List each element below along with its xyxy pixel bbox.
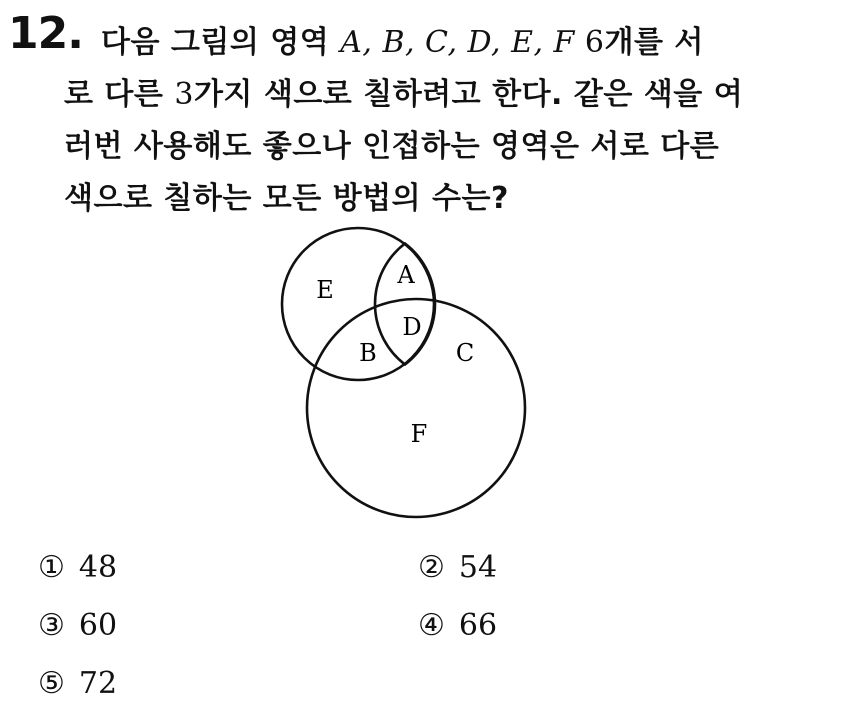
question-stem: [64, 17, 824, 225]
region-label-a: A: [397, 261, 415, 289]
choice-2-marker: ②: [418, 550, 445, 585]
choice-4[interactable]: [418, 606, 497, 646]
choice-1-value: 48: [78, 550, 118, 585]
choice-5-value: 72: [78, 666, 118, 701]
stem-line-2-post: 가지 색으로 칠하려고 한다. 같은 색을 여: [193, 77, 744, 112]
venn-diagram: [270, 222, 540, 522]
choice-3-value: 60: [78, 608, 118, 643]
stem-region-list: A, B, C, D, E, F: [340, 25, 575, 60]
stem-line-2: [64, 69, 824, 121]
choice-3-marker: ③: [38, 608, 65, 643]
choice-1-marker: ①: [38, 550, 65, 585]
stem-color-count: 3: [174, 77, 194, 112]
choice-3[interactable]: [38, 606, 117, 646]
region-label-e: E: [316, 276, 334, 304]
region-label-b: B: [359, 339, 377, 367]
stem-line-1-pre: 다음 그림의 영역: [101, 25, 341, 60]
choice-4-value: 66: [458, 608, 498, 643]
stem-line-4: 색으로 칠하는 모든 방법의 수는?: [64, 181, 509, 216]
region-label-f: F: [410, 420, 428, 448]
question-number: 12.: [8, 8, 83, 59]
stem-line-2-pre: 로 다른: [64, 77, 175, 112]
circle-upper-left: [282, 228, 434, 380]
choice-4-marker: ④: [418, 608, 445, 643]
choice-5-marker: ⑤: [38, 666, 65, 701]
choice-1[interactable]: [38, 548, 117, 588]
stem-line-1-post: 개를 서: [604, 25, 704, 60]
region-label-d: D: [402, 313, 422, 341]
choice-5[interactable]: [38, 664, 117, 704]
stem-line-3: 러번 사용해도 좋으나 인접하는 영역은 서로 다른: [64, 129, 720, 164]
answer-choices: [38, 548, 798, 708]
venn-diagram-svg: [270, 222, 540, 522]
choice-2-value: 54: [458, 550, 498, 585]
region-label-c: C: [455, 339, 475, 367]
choice-2[interactable]: [418, 548, 497, 588]
stem-region-count: 6: [574, 25, 605, 60]
stem-line-1: [64, 17, 824, 69]
